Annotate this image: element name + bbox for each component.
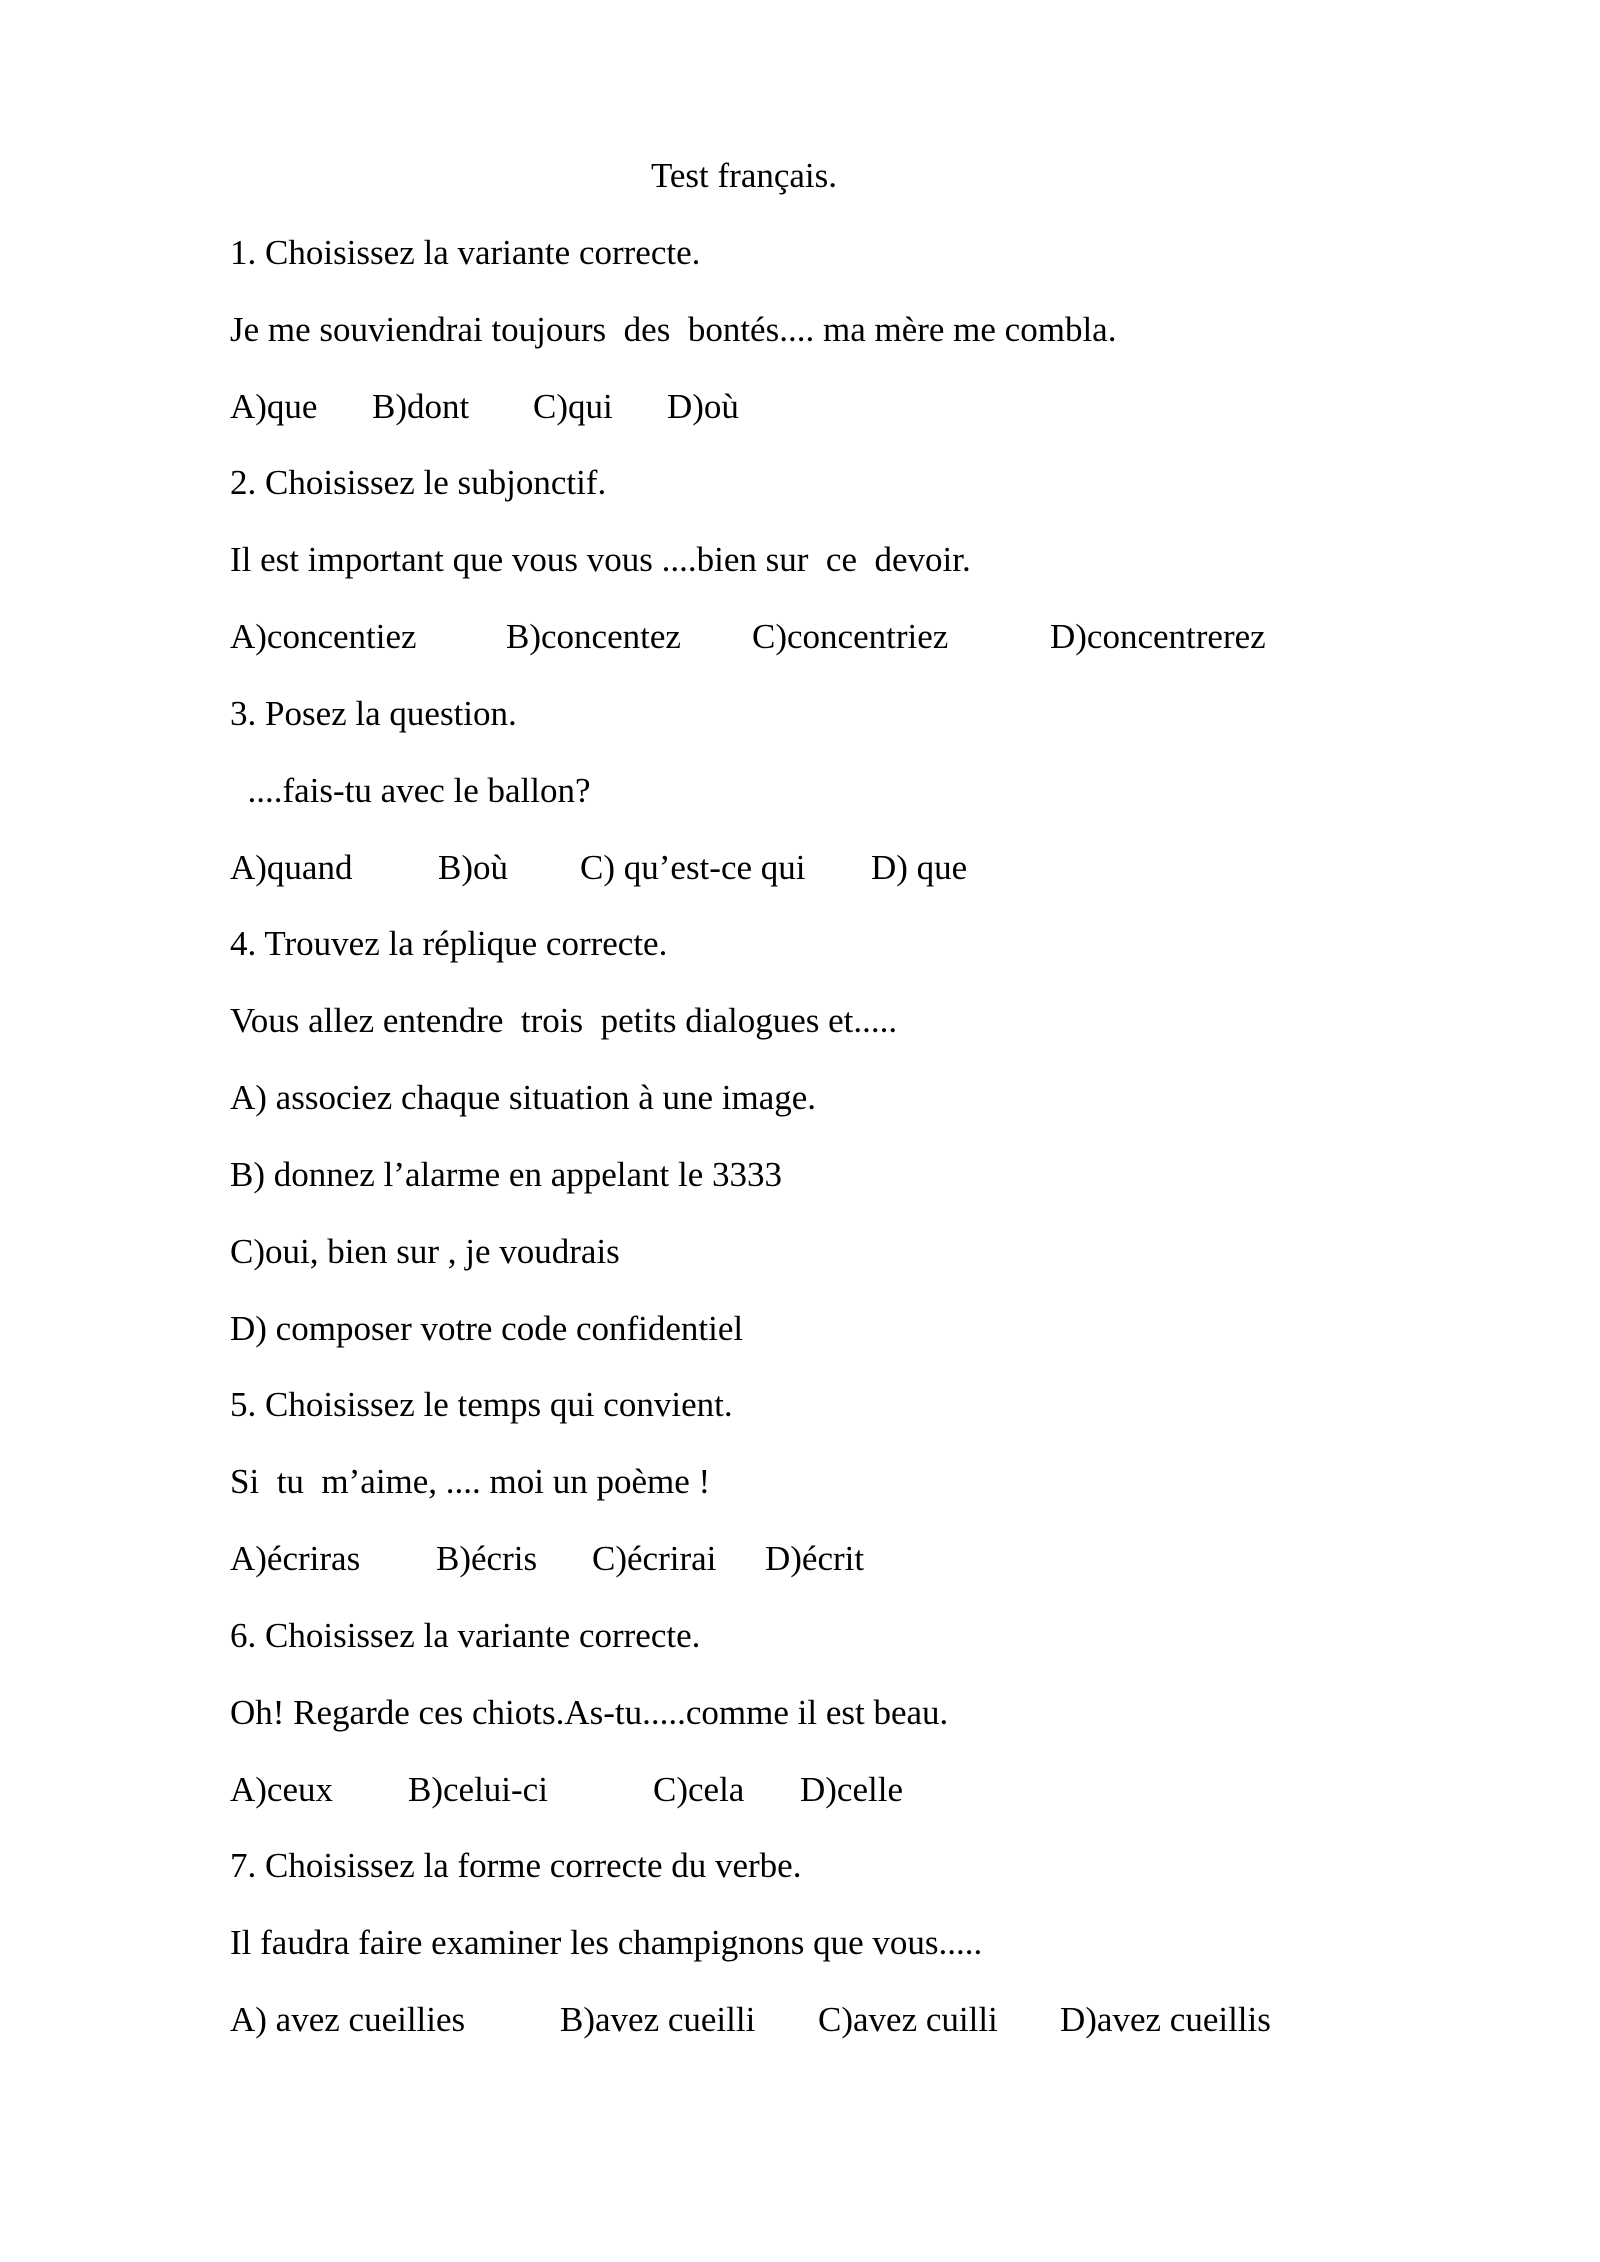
question-1-options	[230, 383, 1380, 431]
question-7-option-a: A) avez cueillies	[230, 2000, 466, 2039]
question-7-options	[230, 1996, 1380, 2044]
question-5-option-a: A)écriras	[230, 1539, 361, 1578]
question-4-option-b: B) donnez l’alarme en appelant le 3333	[230, 1155, 783, 1194]
question-2-options	[230, 613, 1380, 661]
question-3-option-b: B)où	[438, 848, 508, 887]
question-7-option-b: B)avez cueilli	[560, 2000, 756, 2039]
question-2-option-b: B)concentez	[506, 617, 681, 656]
question-7-sentence: Il faudra faire examiner les champignons que vous.....	[230, 1923, 983, 1962]
question-5-option-d: D)écrit	[765, 1539, 865, 1578]
question-7-prompt: 7. Choisissez la forme correcte du verbe.	[230, 1846, 802, 1885]
question-6-option-b: B)celui-ci	[408, 1770, 548, 1809]
question-2-option-a: A)concentiez	[230, 617, 417, 656]
question-3-option-a: A)quand	[230, 848, 353, 887]
question-4-prompt: 4. Trouvez la réplique correcte.	[230, 924, 668, 963]
question-5-sentence: Si tu m’aime, .... moi un poème !	[230, 1462, 711, 1501]
question-6-sentence: Oh! Regarde ces chiots.As-tu.....comme il est beau.	[230, 1693, 949, 1732]
question-1-option-a: A)que	[230, 387, 318, 426]
question-3-option-d: D) que	[871, 848, 968, 887]
question-4-option-c: C)oui, bien sur , je voudrais	[230, 1232, 620, 1271]
question-4-sentence: Vous allez entendre trois petits dialogues et.....	[230, 1001, 898, 1040]
question-4-option-a: A) associez chaque situation à une image.	[230, 1078, 817, 1117]
question-3-prompt: 3. Posez la question.	[230, 694, 517, 733]
question-2-option-c: C)concentriez	[752, 617, 949, 656]
question-6-prompt: 6. Choisissez la variante correcte.	[230, 1616, 701, 1655]
question-3-sentence: ....fais-tu avec le ballon?	[230, 771, 591, 810]
question-4-option-d: D) composer votre code confidentiel	[230, 1309, 744, 1348]
question-5-options	[230, 1535, 1380, 1583]
question-3-option-c: C) qu’est-ce qui	[580, 848, 806, 887]
question-1-option-c: C)qui	[533, 387, 613, 426]
question-1-prompt: 1. Choisissez la variante correcte.	[230, 233, 701, 272]
question-6-options	[230, 1766, 1380, 1814]
question-1-sentence: Je me souviendrai toujours des bontés.... ma mère me combla.	[230, 310, 1117, 349]
question-2-sentence: Il est important que vous vous ....bien sur ce devoir.	[230, 540, 971, 579]
question-6-option-c: C)cela	[653, 1770, 745, 1809]
question-2-prompt: 2. Choisissez le subjonctif.	[230, 463, 607, 502]
question-3-options	[230, 844, 1380, 892]
question-1-option-d: D)où	[667, 387, 739, 426]
question-5-prompt: 5. Choisissez le temps qui convient.	[230, 1385, 733, 1424]
question-5-option-b: B)écris	[436, 1539, 538, 1578]
page-title: Test français.	[650, 156, 838, 195]
question-2-option-d: D)concentrerez	[1050, 617, 1266, 656]
question-1-option-b: B)dont	[372, 387, 470, 426]
question-7-option-d: D)avez cueillis	[1060, 2000, 1271, 2039]
question-5-option-c: C)écrirai	[592, 1539, 717, 1578]
question-6-option-a: A)ceux	[230, 1770, 334, 1809]
question-6-option-d: D)celle	[800, 1770, 903, 1809]
question-7-option-c: C)avez cuilli	[818, 2000, 998, 2039]
